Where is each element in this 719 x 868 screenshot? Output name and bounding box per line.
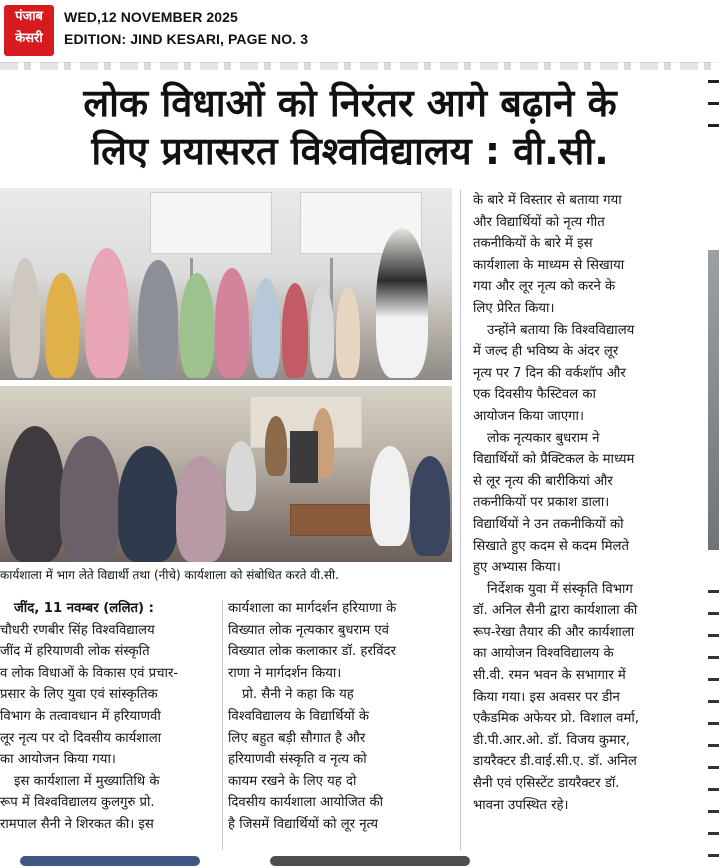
text-line: लूर नृत्य पर दो दिवसीय कार्यशाला (0, 730, 162, 746)
text-line: नृत्य पर 7 दिन की वर्कशॉप और (473, 365, 626, 381)
text-line: तकनीकियों पर प्रकाश डाला। (473, 495, 610, 511)
text-line: और विद्यार्थियों को नृत्य गीत (473, 214, 605, 230)
headline-line2: लिए प्रयासरत विश्वविद्यालय : वी.सी. (91, 129, 609, 173)
text-line: विख्यात लोक कलाकार डॉ. हरविंदर (228, 644, 396, 660)
text-line: एकैडमिक अफेयर प्रो. विशाल वर्मा, (473, 711, 639, 727)
text-line: विश्वविद्यालय के विद्यार्थियों के (228, 708, 369, 724)
next-headline-fragment (0, 852, 719, 868)
text-line: इस कार्यशाला में मुख्यातिथि के (14, 773, 160, 789)
text-line: दिवसीय कार्यशाला आयोजित की (228, 795, 384, 811)
text-line: का आयोजन किया गया। (0, 752, 116, 768)
text-line: विभाग के तत्वावधान में हरियाणवी (0, 708, 161, 724)
logo-line2: केसरी (15, 31, 43, 46)
text-line: तकनीकियों के बारे में इस (473, 236, 593, 252)
text-line: रूप-रेखा तैयार की और कार्यशाला (473, 624, 635, 640)
text-line: प्रसार के लिए युवा एवं सांस्कृतिक (0, 687, 158, 703)
edition-header (0, 0, 719, 63)
text-line: भावना उपस्थित रहे। (473, 797, 569, 813)
article-column-2 (228, 598, 452, 836)
text-line: हुए अभ्यास किया। (473, 560, 561, 576)
text-line: का आयोजन विश्वविद्यालय के (473, 646, 614, 662)
photo-caption: कार्यशाला में भाग लेते विद्यार्थी तथा (नीचे) कार्यशाला को संबोधित करते वी.सी. (0, 568, 339, 582)
column-divider (460, 190, 461, 850)
text-line: आयोजन किया जाएगा। (473, 408, 584, 424)
text-line: चौधरी रणबीर सिंह विश्वविद्यालय (0, 622, 155, 638)
previous-article-fragment (0, 62, 719, 70)
text-line: विद्यार्थियों ने उन तकनीकियों को (473, 516, 624, 532)
text-line: निर्देशक युवा में संस्कृति विभाग (487, 581, 633, 597)
text-line: कार्यशाला के माध्यम से सिखाया (473, 257, 625, 273)
text-line: रूप में विश्वविद्यालय कुलगुरु प्रो. (0, 795, 155, 811)
text-line: एक दिवसीय फैस्टिवल का (473, 387, 596, 403)
text-line: के बारे में विस्तार से बताया गया (473, 193, 622, 208)
text-line: किया गया। इस अवसर पर डीन (473, 689, 620, 705)
dance-workshop-photo (0, 188, 452, 380)
article-column-1 (0, 598, 218, 836)
text-line: कार्यशाला का मार्गदर्शन हरियाणा के (228, 601, 397, 616)
headline-line1: लोक विधाओं को निरंतर आगे बढ़ाने के (83, 81, 617, 125)
text-line: रामपाल सैनी ने शिरकत की। इस (0, 816, 154, 832)
text-line: डायरैक्टर डी.वाई.सी.ए. डॉ. अनिल (473, 754, 637, 770)
text-line: विख्यात लोक नृत्यकार बुधराम एवं (228, 622, 389, 638)
text-line: लोक नृत्यकार बुधराम ने (487, 430, 600, 446)
edition-info: EDITION: JIND KESARI, PAGE NO. 3 (64, 31, 309, 47)
logo-line1: पंजाब (15, 9, 43, 24)
text-line: है जिसमें विद्यार्थियों को लूर नृत्य (228, 816, 379, 832)
auditorium-photo (0, 386, 452, 562)
text-line: जींद, 11 नवम्बर (ललित) : (14, 601, 154, 616)
text-line: गया और लूर नृत्य को करने के (473, 279, 616, 295)
text-line: प्रो. सैनी ने कहा कि यह (242, 687, 354, 703)
text-line: सी.वी. रमन भवन के सभागार में (473, 668, 626, 684)
text-line: विद्यार्थियों को प्रैक्टिकल के माध्यम (473, 452, 635, 468)
text-line: डॉ. अनिल सैनी द्वारा कार्यशाला की (473, 603, 638, 619)
text-line: से लूर नृत्य की बारीकियां और (473, 473, 613, 489)
text-line: कायम रखने के लिए यह दो (228, 773, 357, 789)
adjacent-article-fragment (708, 70, 719, 868)
text-line: राणा ने मार्गदर्शन किया। (228, 665, 342, 681)
text-line: सिखाते हुए कदम से कदम मिलते (473, 538, 630, 554)
text-line: हरियाणवी संस्कृति व नृत्य को (228, 752, 367, 768)
text-line: डी.पी.आर.ओ. डॉ. विजय कुमार, (473, 732, 630, 748)
text-line: लिए बहुत बड़ी सौगात है और (228, 730, 366, 746)
column-divider (222, 600, 223, 850)
article-column-3 (473, 190, 719, 816)
text-line: सैनी एवं एसिस्टेंट डायरैक्टर डॉ. (473, 776, 620, 792)
text-line: में जल्द ही भविष्य के अंदर लूर (473, 344, 619, 360)
publication-date: WED,12 NOVEMBER 2025 (64, 9, 238, 25)
text-line: जींद में हरियाणवी लोक संस्कृति (0, 644, 150, 660)
text-line: व लोक विधाओं के विकास एवं प्रचार- (0, 665, 179, 681)
punjab-kesari-logo (4, 5, 54, 56)
text-line: उन्होंने बताया कि विश्वविद्यालय (487, 322, 635, 338)
text-line: लिए प्रेरित किया। (473, 300, 555, 316)
